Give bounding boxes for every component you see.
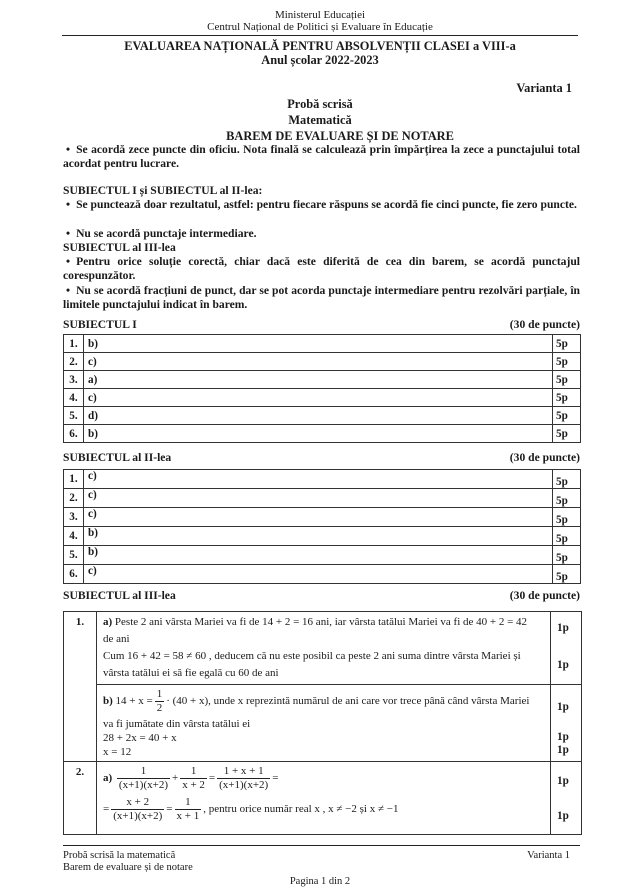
problem-1b-scores: 1p 1p 1p: [551, 685, 582, 762]
problem-1a-solution: a) Peste 2 ani vârsta Mariei va fi de 14 + 2 = 16 ani, iar vârsta tatălui Mariei va fi de 40 + 2 = 42 de ani Cum 16 + 42 = 58 ≠ 60 , deducem că nu este posibil ca peste 2 ani suma dintre vârsta Mariei și vârsta tatălui ei să fie egală cu 60 de ani: [97, 612, 551, 685]
s3-heading: SUBIECTUL al III-lea: [63, 241, 176, 254]
subiect2-table: [63, 469, 581, 584]
table-row: 4. c) 5p: [64, 389, 581, 407]
fraction: $\frac{1}{2}$: [156, 688, 163, 714]
problem-1-number: 1.: [64, 612, 97, 762]
subiect2-header: [63, 451, 580, 464]
subiect1-table: [63, 334, 581, 443]
exam-title: EVALUAREA NAȚIONALĂ PENTRU ABSOLVENȚII CLASEI a VIII-a: [124, 39, 516, 53]
document-title: BAREM DE EVALUARE ȘI DE NOTARE: [226, 129, 454, 143]
problem-2a-scores: 1p 1p: [551, 762, 582, 835]
subiect1-title: SUBIECTUL I: [63, 318, 137, 331]
problem-2-number: 2.: [64, 762, 97, 835]
s12-rule-2: • Nu se acordă punctaje intermediare.: [66, 227, 257, 240]
table-row: 1. b) 5p: [64, 335, 581, 353]
ministry-name: Ministerul Educației: [274, 9, 366, 21]
subiect1-points: (30 de puncte): [509, 318, 580, 331]
problem-2a-solution: a) $\frac{1}{(x+1)(x+2)}$ + $\frac{1}{x + 2}$ = $\frac{1 + x + 1}{(x+1)(x+2)}$ = = $\frac{x + 2}{(x+1)(x+2)}$ = $\frac{1}{x + 1}$ , pentru orice număr real x , x ≠ −2 și x ≠ −1: [97, 762, 551, 835]
problem-1a-scores: 1p 1p: [551, 612, 582, 685]
s12-heading: SUBIECTUL I și SUBIECTUL al II-lea:: [63, 184, 263, 197]
table-row: 6. c) 5p: [64, 565, 581, 584]
footer-left-line1: Probă scrisă la matematică: [63, 850, 176, 861]
table-row: 1. c) 5p: [64, 470, 581, 489]
general-note: • Se acordă zece puncte din oficiu. Nota finală se calculează prin împărțirea la zece a punctajului total acordat pentru lucrare.: [63, 143, 580, 170]
footer-divider: [63, 845, 580, 846]
problem-1b-solution: b) 14 + x = $\frac{1}{2}$ · (40 + x), unde x reprezintă numărul de ani care vor trece până când vârsta Mariei va fi jumătate din vârsta tatălui ei 28 + 2x = 40 + x x = 12: [97, 685, 551, 762]
center-name: Centrul Național de Politici și Evaluare în Educație: [207, 21, 433, 33]
table-row: 3. a) 5p: [64, 371, 581, 389]
subiect3-points: (30 de puncte): [509, 589, 580, 602]
subiect3-title: SUBIECTUL al III-lea: [63, 589, 176, 602]
problem-2a-row: [64, 762, 582, 835]
table-row: 5. b) 5p: [64, 546, 581, 565]
subiect2-points: (30 de puncte): [509, 451, 580, 464]
problem-1a-row: [64, 612, 582, 685]
footer-variant: Varianta 1: [527, 850, 570, 861]
subiect3-table: [63, 611, 582, 835]
bullet: •: [66, 143, 71, 156]
subiect2-title: SUBIECTUL al II-lea: [63, 451, 172, 464]
table-row: 4. b) 5p: [64, 527, 581, 546]
s3-rule-1: • Pentru orice soluție corectă, chiar dacă este diferită de cea din barem, se acordă punctajul corespunzător.: [63, 255, 580, 282]
subject-name: Matematică: [288, 113, 352, 127]
s3-rule-2: • Nu se acordă fracțiuni de punct, dar se pot acorda punctaje intermediare pentru rezolvări parțiale, în limitele punctajului indicat în barem.: [63, 284, 580, 311]
test-type: Probă scrisă: [287, 97, 353, 111]
page-number: Pagina 1 din 2: [289, 876, 351, 887]
subiect3-header: [63, 589, 580, 602]
table-row: 5. d) 5p: [64, 407, 581, 425]
school-year: Anul școlar 2022-2023: [261, 53, 379, 67]
footer-left-line2: Barem de evaluare și de notare: [63, 862, 193, 873]
problem-1b-row: [64, 685, 582, 762]
subiect1-header: [63, 318, 580, 331]
variant-label: Varianta 1: [516, 81, 572, 95]
table-row: 2. c) 5p: [64, 489, 581, 508]
s12-rule-1: • Se punctează doar rezultatul, astfel: pentru fiecare răspuns se acordă fie cinci puncte, fie zero puncte.: [66, 198, 577, 211]
header-divider: [62, 35, 578, 36]
table-row: 3. c) 5p: [64, 508, 581, 527]
table-row: 6. b) 5p: [64, 425, 581, 443]
table-row: 2. c) 5p: [64, 353, 581, 371]
